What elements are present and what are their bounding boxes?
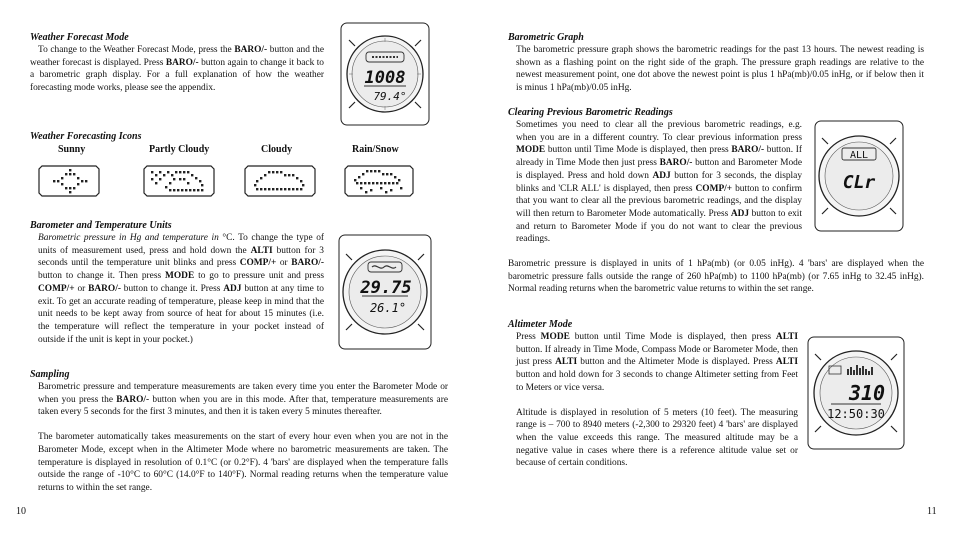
units-heading: Barometer and Temperature Units [30,220,172,231]
device-barometer [338,234,432,350]
page-number-left: 10 [16,506,26,517]
sunny-icon [38,164,100,198]
clearing-text: Sometimes you need to clear all the previous barometric readings, e.g. when you are in a different country. To clear previous information press MODE button until Time Mode is displayed, then press BARO/- button. If already in Time Mode then just press BARO/- button and Barometer Mode is displayed. Press and hold down ADJ button for 3 seconds, the display blinks and 'CLR ALL' is displayed, then press COMP/+ button to confirm that you want to clear all the previous barometric readings, and the display will then return to Barometer Mode automatically. Press ADJ button to exit and return to Barometer Mode if you do not want to clear the previous readings. [516,120,803,245]
icon-label-rain-snow: Rain/Snow [352,144,399,155]
weather-forecast-heading: Weather Forecast Mode [30,32,129,43]
sampling-text-2: The barometer automatically takes measurements on the start of every hour even when you are not in the Barometer Mode, except when in the Altimeter Mode where no barometric measurements are taken. The temperature is displayed in resolution of 0.1°C (or 0.2°F). 4 'bars' are displayed when the temperature falls outside the range of -10°C to 60°C (14.0°F to 140°F). Normal reading returns when the temperature value returns to within the set range. [38,432,448,493]
device4-bottom-reading: 12:50:30 [827,407,885,421]
device2-bottom-reading: 26.1° [369,301,407,315]
rain-snow-icon [344,164,414,198]
cloudy-icon [244,164,316,198]
clearing-text-2: Barometric pressure is displayed in units of 1 hPa(mb) (or 0.05 inHg). 4 'bars' are displayed when the barometric pressure falls outside the range of 260 hPa(mb) to 1100 hPa(mb) (or 7.65 inHg to 32.45 inHg). Normal reading returns when the barometric value returns to within the set range. [508,259,924,295]
device-weather-forecast [340,22,430,126]
icons-heading: Weather Forecasting Icons [30,131,142,142]
altimeter-heading: Altimeter Mode [508,319,573,330]
watch-display-icon [814,120,904,232]
weather-forecast-text: To change to the Weather Forecast Mode, press the BARO/- button and the weather forecast is displayed. Press BARO/- button again to change it back to a barometric graph display. For a full explanation of how the weather forecasting mode works, please see the appendix. [30,45,324,94]
sampling-heading: Sampling [30,369,70,380]
partly-cloudy-icon [143,164,215,198]
device-altimeter [807,336,905,450]
device2-top-reading: 29.75 [360,278,412,298]
graph-text: The barometric pressure graph shows the barometric readings for the past 13 hours. The newest reading is shown as a flashing point on the right side of the graph. The pressure graph readings are relative to the newest measurement point, one dot above the newest point is plus 1 hPa(mb)/0.05 inHg, or if below then it is minus 1 hPa(mb)/0.05 inHg. [516,45,924,94]
watch-display-icon [807,336,905,450]
sampling-section [30,368,448,495]
units-section [30,219,324,346]
device1-bottom-reading: 79.4° [373,90,407,103]
sampling-text-1: Barometric pressure and temperature measurements are taken every time you enter the Barometer Mode or when you press the BARO/- button when you are in this mode. After that, temperature measurements are taken every 5 seconds for the first 3 minutes, and then it is taken every 5 minutes thereafter. [38,382,448,418]
clearing-heading: Clearing Previous Barometric Readings [508,107,673,118]
device-clear-all [814,120,904,232]
watch-display-icon [338,234,432,350]
icon-label-cloudy: Cloudy [261,144,293,155]
icon-label-partly-cloudy: Partly Cloudy [149,144,210,155]
altimeter-section [508,318,798,470]
altimeter-text-2: Altitude is displayed in resolution of 5 meters (10 feet). The measuring range is – 700 to 8940 meters (-2,300 to 29320 feet) 4 'bars' are displayed when the value exceeds this range. The measured altitude may be a negative value in cases where there is a reference altitude value set or because of certain conditions. [516,407,798,469]
icon-label-sunny: Sunny [58,144,86,155]
device3-top-reading: ALL [849,150,869,161]
weather-forecast-section [30,31,324,95]
device3-bottom-reading: CLr [842,172,876,193]
graph-section [508,31,924,95]
right-page [477,0,954,534]
device1-top-reading: 1008 [364,68,406,88]
device4-top-reading: 310 [848,381,886,405]
page-number-right: 11 [927,506,937,517]
watch-display-icon [340,22,430,126]
graph-heading: Barometric Graph [508,32,584,43]
units-text: Barometric pressure in Hg and temperature in °C. To change the type of units of measurement used, press and hold down the ALTI button for 3 seconds until the temperature unit blinks and press COMP/+ or BARO/- button to change it. Then press MODE to go to pressure unit and press COMP/+ or BARO/- button to change it. Press ADJ button at any time to exit. To get an accurate reading of temperature, please keep in mind that the unit needs to be kept away from source of heat for about 15 minutes (i.e. the temperature will reflect the temperature in your pocket instead of outside if the unit is kept in your pocket.) [38,233,325,345]
altimeter-text: Press MODE button until Time Mode is displayed, then press ALTI button. If already in Time Mode, Compass Mode or Barometer Mode, then just press ALTI button and the Altimeter Mode is displayed. Press ALTI button and hold down for 3 seconds to change Altimeter setting from Feet to Meters or vice versa. [516,332,798,393]
